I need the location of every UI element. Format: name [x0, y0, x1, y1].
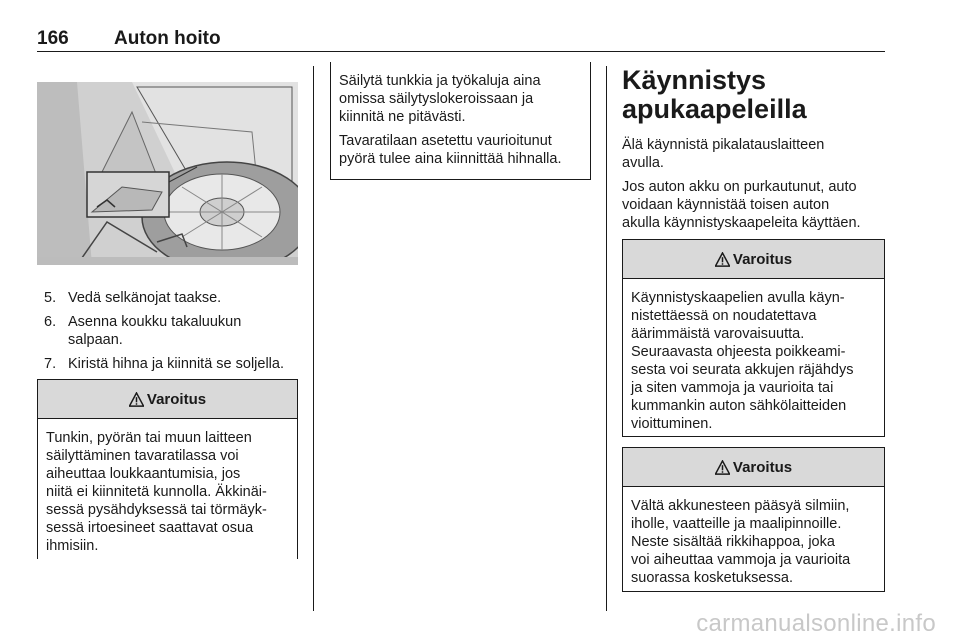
paragraph-line: Älä käynnistä pikalatauslaitteen — [622, 137, 825, 153]
warning-text — [38, 419, 297, 555]
warning-line: sessä irtoesineet saattavat osua — [46, 520, 254, 536]
warning-line: Käynnistyskaapelien avulla käyn- — [631, 290, 845, 306]
warning-header — [623, 240, 884, 279]
warning-line: sesta voi seurata akkujen räjähdys — [631, 362, 854, 378]
section-title-line: apukaapeleilla — [622, 94, 807, 124]
warning-line: voi aiheuttaa vammoja ja vaurioita — [631, 552, 851, 568]
column-divider-left — [313, 66, 314, 611]
storage-note-box — [330, 62, 591, 180]
warning-line: niitä ei kiinnitetä kunnolla. Äkkinäi- — [46, 484, 267, 500]
warning-line: vioittuminen. — [631, 416, 713, 432]
paragraph-line: voidaan käynnistää toisen auton — [622, 197, 830, 213]
warning-line: Vältä akkunesteen pääsyä silmiin, — [631, 498, 850, 514]
column-divider-right — [606, 66, 607, 611]
watermark: carmanualsonline.info — [696, 610, 936, 637]
note-line: omissa säilytyslokeroissaan ja — [339, 91, 534, 107]
step-text: Asenna koukku takaluukun — [68, 314, 242, 330]
spare-wheel-illustration — [37, 82, 298, 265]
warning-line: suorassa kosketuksessa. — [631, 570, 793, 586]
note-line: Tavaratilaan asetettu vaurioitunut — [339, 133, 552, 149]
warning-header — [38, 380, 297, 419]
storage-note-text — [331, 62, 590, 168]
header-rule — [37, 51, 885, 52]
note-line: kiinnitä ne pitävästi. — [339, 109, 466, 125]
paragraph-line: avulla. — [622, 155, 664, 171]
paragraph-line: akulla käynnistyskaapeleita käyttäen. — [622, 215, 861, 231]
warning-text — [623, 279, 884, 433]
section-title-line: Käynnistys — [622, 65, 767, 95]
warning-title: Varoitus — [732, 250, 793, 268]
warning-text — [623, 487, 884, 587]
warning-line: Neste sisältää rikkihappoa, joka — [631, 534, 835, 550]
warning-title: Varoitus — [732, 458, 793, 476]
warning-line: Seuraavasta ohjeesta poikkeami- — [631, 344, 846, 360]
step-text: Vedä selkänojat taakse. — [68, 290, 222, 306]
list-item — [44, 355, 306, 373]
warning-line: iholle, vaatteille ja maalipinnoille. — [631, 516, 842, 532]
step-number: 7. — [44, 356, 57, 372]
warning-line: Tunkin, pyörän tai muun laitteen — [46, 430, 252, 446]
note-line: pyörä tulee aina kiinnittää hihnalla. — [339, 151, 562, 167]
list-item — [44, 313, 306, 349]
paragraph-line: Jos auton akku on purkautunut, auto — [622, 179, 857, 195]
warning-header — [623, 448, 884, 487]
warning-line: ja siten vammoja ja vaurioita tai — [631, 380, 834, 396]
warning-line: sessä pysähdyksessä tai törmäyk- — [46, 502, 267, 518]
page-number: 166 — [37, 28, 69, 49]
jumpstart-paragraph — [622, 178, 892, 232]
step-number: 5. — [44, 290, 57, 306]
warning-box-storage — [37, 379, 298, 559]
warning-box-battery-acid — [622, 447, 885, 592]
section-title — [622, 66, 807, 124]
page-heading: Auton hoito — [114, 28, 221, 49]
warning-line: äärimmäistä varovaisuutta. — [631, 326, 805, 342]
list-item — [44, 289, 306, 307]
warning-line: säilyttäminen tavaratilassa voi — [46, 448, 239, 464]
note-line: Säilytä tunkkia ja työkaluja aina — [339, 73, 541, 89]
warning-triangle-icon — [715, 252, 730, 267]
warning-line: ihmisiin. — [46, 538, 99, 554]
step-number: 6. — [44, 314, 57, 330]
intro-paragraph — [622, 136, 892, 172]
step-text: Kiristä hihna ja kiinnitä se soljella. — [68, 356, 284, 372]
warning-line: nistettäessä on noudatettava — [631, 308, 817, 324]
warning-triangle-icon — [129, 392, 144, 407]
warning-title: Varoitus — [146, 390, 207, 408]
step-text-continued: salpaan. — [68, 332, 123, 348]
warning-triangle-icon — [715, 460, 730, 475]
warning-line: aiheuttaa loukkaantumisia, jos — [46, 466, 241, 482]
warning-line: kummankin auton sähkölaitteiden — [631, 398, 847, 414]
warning-box-jump-cables — [622, 239, 885, 437]
